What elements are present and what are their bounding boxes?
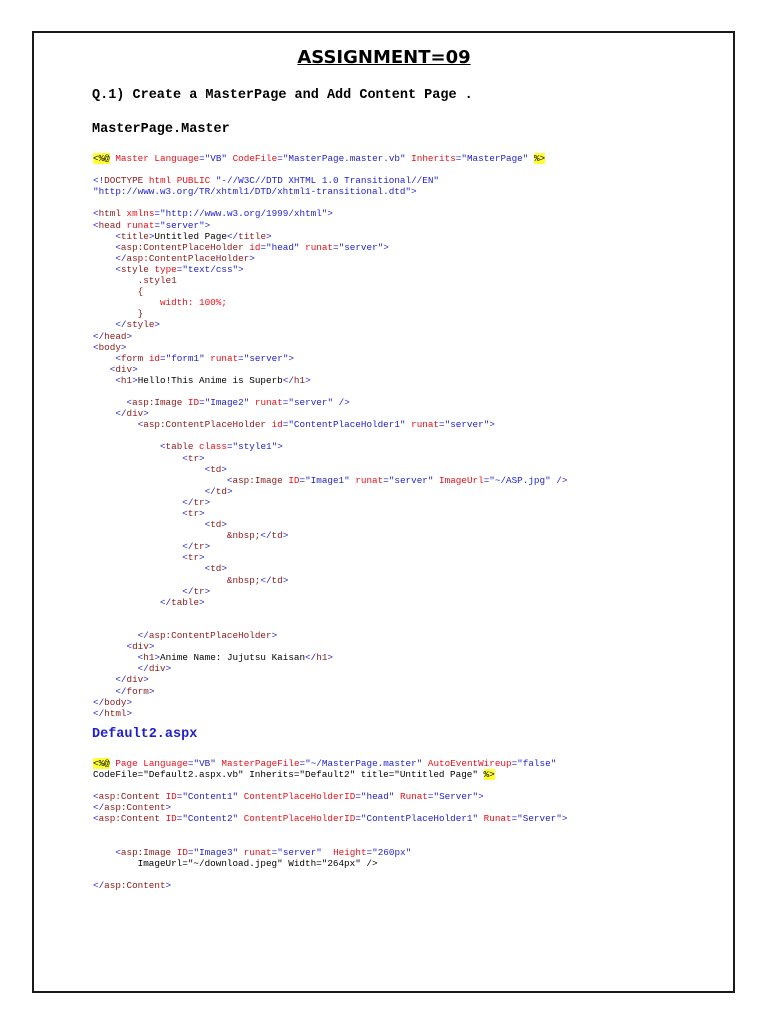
code-line: <asp:Content ID="Content1" ContentPlaceHolderID="head" Runat="Server">: [93, 791, 484, 803]
code-line: <style type="text/css">: [115, 263, 244, 275]
code-line: <%@ Page Language="VB" MasterPageFile="~/MasterPage.master" AutoEventWireup="false": [93, 758, 557, 769]
code-line: </div>: [115, 674, 149, 686]
code-line: <div>: [109, 363, 138, 375]
code-line: </asp:Content>: [93, 802, 172, 814]
code-line: <tr>: [182, 552, 205, 564]
code-line: </table>: [159, 596, 205, 608]
code-line: [93, 780, 567, 791]
code-line: <table class="style1">: [159, 441, 283, 453]
section-heading-masterpage: MasterPage.Master: [92, 122, 230, 137]
code-line: {: [93, 286, 144, 298]
code-line: <asp:Image ID="Image3" runat="server" Height="260px": [115, 846, 412, 858]
code-line: </form>: [115, 685, 155, 697]
code-line: <tr>: [182, 508, 205, 519]
code-line: <asp:ContentPlaceHolder id="ContentPlaceHolder1" runat="server">: [137, 419, 495, 431]
code-line: </asp:ContentPlaceHolder>: [137, 630, 278, 642]
code-line: <td>: [204, 519, 227, 531]
code-line: <asp:ContentPlaceHolder id="head" runat="server">: [115, 241, 389, 253]
code-line: </div>: [137, 663, 172, 675]
code-block-default2: [93, 758, 567, 891]
code-line: [93, 825, 567, 836]
code-line: "http://www.w3.org/TR/xhtml1/DTD/xhtml1-transitional.dtd">: [93, 186, 417, 198]
code-line: ImageUrl="~/download.jpeg" Width="264px" />: [93, 857, 378, 869]
code-line: <h1>Anime Name: Jujutsu Kaisan</h1>: [137, 652, 333, 664]
code-line: [93, 869, 567, 880]
code-line: </asp:ContentPlaceHolder>: [115, 252, 255, 264]
code-line: CodeFile="Default2.aspx.vb" Inherits="Default2" title="Untitled Page" %>: [93, 769, 495, 781]
code-line: </tr>: [182, 496, 211, 508]
code-line: [93, 836, 567, 847]
code-line: <html xmlns="http://www.w3.org/1999/xhtml">: [93, 208, 333, 220]
code-line: }: [93, 308, 144, 320]
code-line: </td>: [204, 485, 233, 497]
code-line: <asp:Image ID="Image1" runat="server" ImageUrl="~/ASP.jpg" />: [226, 474, 568, 486]
code-line: [93, 197, 567, 208]
code-line: <form id="form1" runat="server">: [115, 352, 294, 364]
code-line: </tr>: [182, 585, 211, 597]
code-line: [93, 164, 567, 175]
code-line: <%@ Master Language="VB" CodeFile="MasterPage.master.vb" Inherits="MasterPage" %>: [93, 153, 546, 164]
code-line: &nbsp;</td>: [93, 530, 289, 542]
code-line: [93, 386, 567, 397]
code-line: width: 100%;: [93, 297, 227, 309]
code-line: .style1: [93, 275, 177, 287]
code-line: <tr>: [182, 452, 205, 464]
code-line: [93, 619, 567, 630]
code-line: </body>: [93, 696, 133, 708]
code-line: <div>: [126, 641, 155, 653]
code-line: </html>: [93, 707, 133, 719]
section-heading-default2: Default2.aspx: [92, 727, 198, 742]
code-line: </style>: [115, 319, 160, 331]
code-line: <td>: [204, 463, 227, 475]
code-line: </head>: [93, 330, 133, 342]
code-line: [93, 430, 567, 441]
code-line: <body>: [93, 341, 127, 353]
page-title: ASSIGNMENT=09: [297, 47, 471, 68]
code-block-masterpage: [93, 153, 567, 719]
code-line: [93, 608, 567, 619]
code-line: </asp:Content>: [93, 880, 172, 892]
code-line: <!DOCTYPE html PUBLIC "-//W3C//DTD XHTML 1.0 Transitional//EN": [93, 175, 439, 187]
code-line: </tr>: [182, 541, 211, 553]
question-text: Q.1) Create a MasterPage and Add Content Page .: [92, 88, 473, 103]
code-line: </div>: [115, 408, 149, 420]
code-line: <h1>Hello!This Anime is Superb</h1>: [115, 374, 311, 386]
code-line: <head runat="server">: [93, 219, 211, 231]
code-line: <asp:Image ID="Image2" runat="server" />: [126, 397, 350, 409]
code-line: <td>: [204, 563, 227, 575]
code-line: &nbsp;</td>: [93, 574, 289, 586]
code-line: <title>Untitled Page</title>: [115, 230, 272, 242]
code-line: <asp:Content ID="Content2" ContentPlaceHolderID="ContentPlaceHolder1" Runat="Server">: [93, 813, 568, 825]
